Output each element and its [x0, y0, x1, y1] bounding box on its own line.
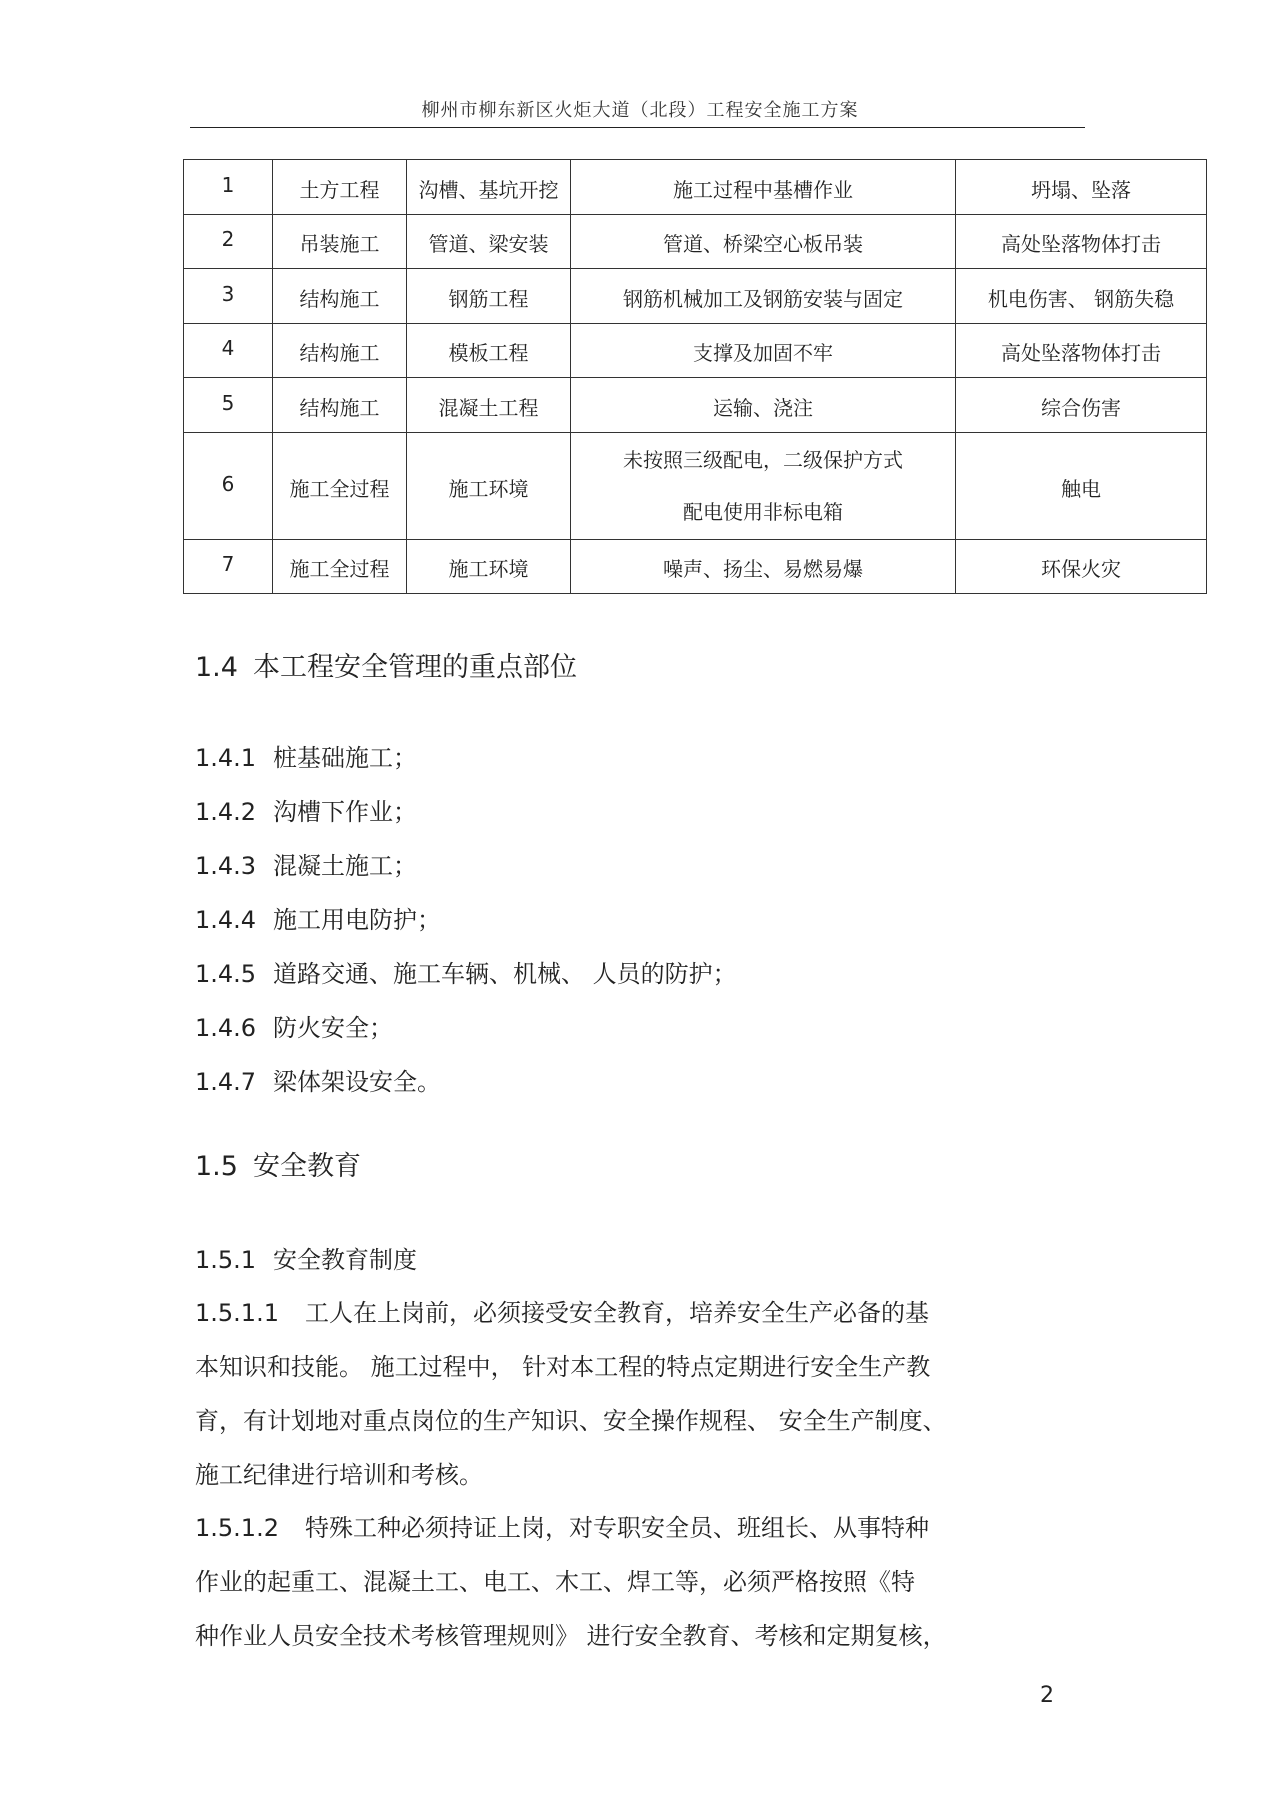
- row-hazard: 高处坠落物体打击: [956, 214, 1207, 269]
- section-heading-1-4: [195, 645, 577, 684]
- list-item: 1.4.7 梁体架设安全。: [195, 1068, 441, 1096]
- row-number: 3: [184, 269, 273, 324]
- activity-line-1: 未按照三级配电，二级保护方式: [623, 447, 903, 472]
- list-item: 1.4.3 混凝土施工；: [195, 852, 417, 880]
- paragraph-line: 施工纪律进行培训和考核。: [195, 1461, 483, 1489]
- row-number: 4: [184, 323, 273, 378]
- row-number: 1: [184, 160, 273, 215]
- paragraph-line: 1.5.1.1 工人在上岗前，必须接受安全教育，培养安全生产必备的基: [195, 1299, 929, 1327]
- row-activity: 施工过程中基槽作业: [571, 160, 956, 215]
- page-number: 2: [1040, 1683, 1054, 1708]
- list-item: 1.4.6 防火安全；: [195, 1014, 393, 1042]
- row-hazard: 坍塌、坠落: [956, 160, 1207, 215]
- row-number: 7: [184, 539, 273, 594]
- table-row: [184, 269, 1207, 324]
- row-item: 施工环境: [407, 432, 571, 539]
- row-hazard: 触电: [956, 432, 1207, 539]
- row-activity: 管道、桥梁空心板吊装: [571, 214, 956, 269]
- table-row: [184, 378, 1207, 433]
- paragraph-line: 育，有计划地对重点岗位的生产知识、安全操作规程、 安全生产制度、: [195, 1407, 947, 1435]
- list-item: 1.4.5 道路交通、施工车辆、机械、 人员的防护；: [195, 960, 737, 988]
- paragraph-line: 种作业人员安全技术考核管理规则》 进行安全教育、考核和定期复核，: [195, 1622, 947, 1650]
- table-row: [184, 323, 1207, 378]
- row-number: 6: [184, 432, 273, 539]
- section-title: 安全教育: [253, 1151, 361, 1182]
- section-title: 本工程安全管理的重点部位: [253, 652, 577, 683]
- table-row: [184, 160, 1207, 215]
- running-header: 柳州市柳东新区火炬大道（北段）工程安全施工方案: [421, 100, 859, 121]
- section-number: 1.4: [195, 652, 238, 683]
- section-heading-1-5: [195, 1144, 361, 1183]
- row-item: 施工环境: [407, 539, 571, 594]
- hazard-table: [183, 159, 1207, 594]
- row-hazard: 环保火灾: [956, 539, 1207, 594]
- row-activity: 支撑及加固不牢: [571, 323, 956, 378]
- row-item: 混凝土工程: [407, 378, 571, 433]
- row-item: 模板工程: [407, 323, 571, 378]
- row-activity: 钢筋机械加工及钢筋安装与固定: [571, 269, 956, 324]
- row-hazard: 综合伤害: [956, 378, 1207, 433]
- row-category: 吊装施工: [273, 214, 407, 269]
- row-number: 2: [184, 214, 273, 269]
- list-item: 1.4.1 桩基础施工；: [195, 744, 417, 772]
- row-hazard: 高处坠落物体打击: [956, 323, 1207, 378]
- section-number: 1.5: [195, 1151, 238, 1182]
- list-item: 1.4.2 沟槽下作业；: [195, 798, 417, 826]
- header-rule: [190, 127, 1085, 128]
- row-item: 沟槽、基坑开挖: [407, 160, 571, 215]
- row-activity: 噪声、扬尘、易燃易爆: [571, 539, 956, 594]
- paragraph-line: 本知识和技能。 施工过程中， 针对本工程的特点定期进行安全生产教: [195, 1353, 931, 1381]
- row-activity: [571, 432, 956, 539]
- table-row: [184, 214, 1207, 269]
- row-activity: 运输、浇注: [571, 378, 956, 433]
- activity-line-2: 配电使用非标电箱: [683, 499, 843, 524]
- row-hazard: 机电伤害、 钢筋失稳: [956, 269, 1207, 324]
- row-item: 钢筋工程: [407, 269, 571, 324]
- row-category: 结构施工: [273, 323, 407, 378]
- row-item: 管道、梁安装: [407, 214, 571, 269]
- list-item: 1.4.4 施工用电防护；: [195, 906, 441, 934]
- row-number: 5: [184, 378, 273, 433]
- row-category: 施工全过程: [273, 539, 407, 594]
- paragraph-line: 作业的起重工、混凝土工、电工、木工、焊工等，必须严格按照《特: [195, 1568, 915, 1596]
- row-category: 结构施工: [273, 269, 407, 324]
- subsection-heading: 1.5.1 安全教育制度: [195, 1246, 417, 1274]
- row-category: 土方工程: [273, 160, 407, 215]
- row-category: 结构施工: [273, 378, 407, 433]
- table-row: [184, 432, 1207, 539]
- table-row: [184, 539, 1207, 594]
- paragraph-line: 1.5.1.2 特殊工种必须持证上岗，对专职安全员、班组长、从事特种: [195, 1514, 929, 1542]
- row-category: 施工全过程: [273, 432, 407, 539]
